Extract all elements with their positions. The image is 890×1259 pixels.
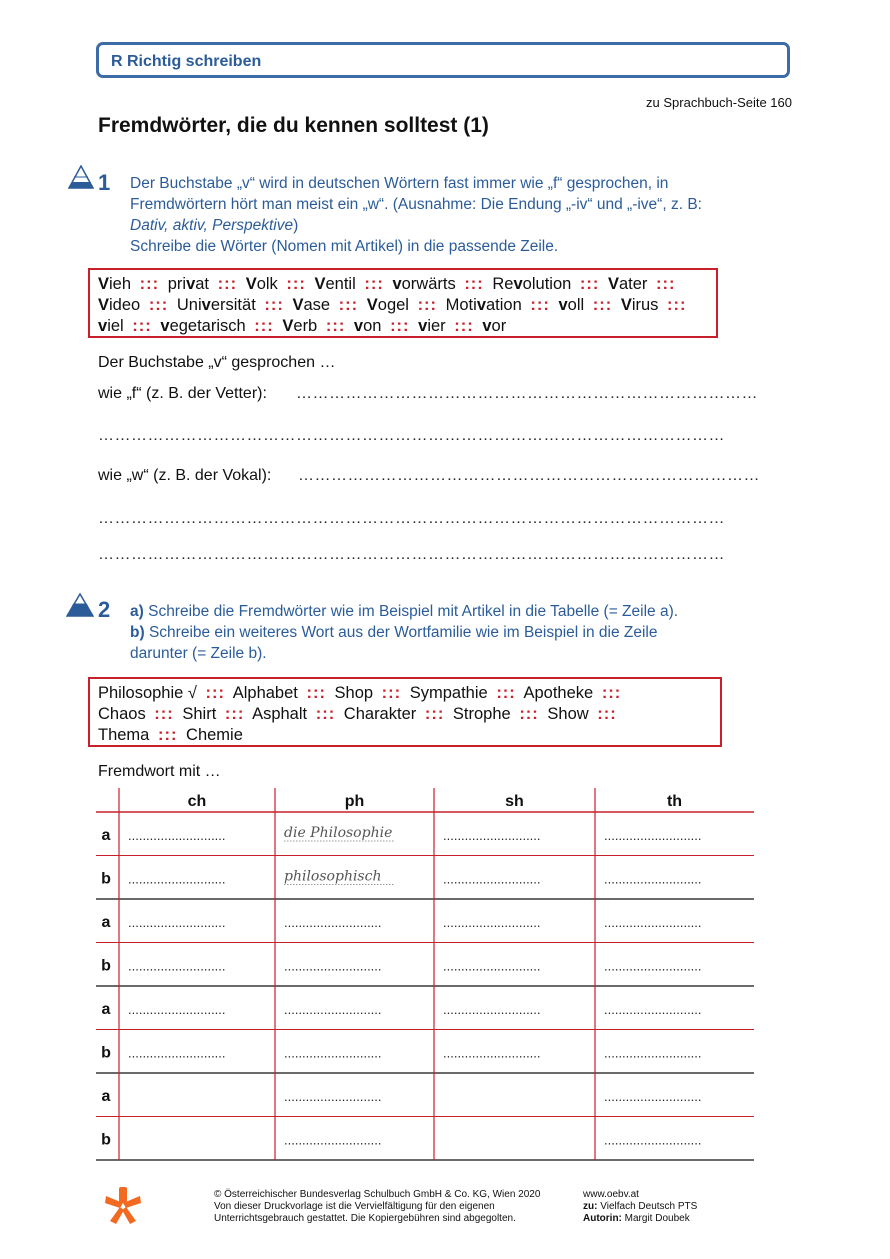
difficulty-level-1-icon bbox=[68, 165, 94, 189]
copyright-notice bbox=[214, 1189, 540, 1225]
answer-field[interactable]: ........................... bbox=[284, 1002, 382, 1017]
word-item: Vogel bbox=[366, 296, 409, 314]
word-item: Apotheke bbox=[523, 684, 594, 702]
word-item: voll bbox=[558, 296, 585, 314]
word-separator: ::: bbox=[424, 705, 445, 723]
answer-field[interactable]: ........................... bbox=[443, 828, 541, 843]
word-item: viel bbox=[98, 317, 124, 335]
word-separator: ::: bbox=[286, 275, 306, 293]
word-item: Alphabet bbox=[232, 684, 298, 702]
word-item: vor bbox=[482, 317, 507, 335]
author-label: Autorin: bbox=[583, 1213, 622, 1224]
word-separator: ::: bbox=[454, 317, 474, 335]
section-header bbox=[96, 42, 790, 78]
task-2-a-text: Schreibe die Fremdwörter wie im Beispiel mit Artikel in die Tabelle (= Zeile a). bbox=[143, 603, 679, 620]
task-2-b-text: Schreibe ein weiteres Wort aus der Wortfamilie wie im Beispiel in die Zeile bbox=[144, 624, 658, 641]
word-separator: ::: bbox=[592, 296, 613, 314]
f-answer-line-2[interactable]: …………………………………………………………………………………………………… bbox=[98, 427, 725, 444]
word-item: privat bbox=[167, 275, 210, 293]
word-separator: ::: bbox=[519, 705, 539, 723]
word-table bbox=[96, 788, 756, 1164]
column-header-ch: ch bbox=[187, 793, 207, 810]
difficulty-level-2-icon bbox=[66, 593, 94, 617]
word-item: vier bbox=[418, 317, 446, 335]
word-item: Chaos bbox=[98, 705, 146, 723]
word-item: Vase bbox=[292, 296, 331, 314]
f-answer-line-1[interactable]: ………………………………………………………………………… bbox=[296, 385, 758, 402]
author bbox=[583, 1213, 697, 1225]
word-separator: ::: bbox=[148, 296, 169, 314]
word-separator: ::: bbox=[264, 296, 284, 314]
answer-field[interactable]: ........................... bbox=[604, 958, 702, 974]
column-header-ph: ph bbox=[344, 793, 365, 810]
word-separator: ::: bbox=[325, 317, 346, 335]
word-item: vegetarisch bbox=[160, 317, 246, 335]
row-label: a bbox=[101, 1088, 111, 1105]
word-separator: ::: bbox=[667, 296, 687, 314]
word-item: vorwärts bbox=[392, 275, 456, 293]
word-item: Shirt bbox=[182, 705, 217, 723]
publisher-website: www.oebv.at bbox=[583, 1189, 639, 1200]
answer-field[interactable]: ........................... bbox=[604, 828, 702, 843]
task-1-line-1: Der Buchstabe „v“ wird in deutschen Wörtern fast immer wie „f“ gesprochen, in bbox=[130, 175, 669, 192]
word-separator: ::: bbox=[656, 275, 676, 293]
word-item: Chemie bbox=[186, 726, 243, 744]
answer-field[interactable]: ........................... bbox=[284, 915, 382, 930]
word-separator: ::: bbox=[224, 705, 245, 723]
answer-field[interactable]: ........................... bbox=[604, 1089, 702, 1104]
answer-field[interactable]: ........................... bbox=[443, 1002, 541, 1017]
publisher-info bbox=[583, 1189, 697, 1225]
book-reference bbox=[583, 1201, 697, 1213]
task-number-1: 1 bbox=[98, 170, 111, 195]
word-item: Charakter bbox=[343, 705, 417, 723]
answer-field[interactable]: ........................... bbox=[284, 1132, 382, 1148]
copyright-line-1: © Österreichischer Bundesverlag Schulbuch GmbH & Co. KG, Wien 2020 bbox=[214, 1189, 541, 1200]
word-separator: ::: bbox=[217, 275, 238, 293]
answer-field[interactable]: ........................... bbox=[604, 915, 702, 930]
word-item: Philosophie √ bbox=[98, 684, 197, 702]
answer-field[interactable]: ........................... bbox=[128, 1045, 226, 1061]
task-2-line-b bbox=[130, 622, 810, 643]
word-separator: ::: bbox=[597, 705, 617, 723]
word-item: Vieh bbox=[98, 275, 132, 293]
word-separator: ::: bbox=[390, 317, 410, 335]
task-2-a-label: a) bbox=[130, 603, 144, 620]
section-header-label: R Richtig schreiben bbox=[111, 53, 262, 70]
word-item: Vater bbox=[607, 275, 648, 293]
task-number-2: 2 bbox=[98, 597, 111, 622]
row-label: b bbox=[101, 1044, 111, 1062]
word-separator: ::: bbox=[338, 296, 359, 314]
example-answer: die Philosophie bbox=[284, 825, 393, 841]
answer-field[interactable]: ........................... bbox=[128, 828, 226, 843]
task-2-instructions bbox=[130, 601, 810, 664]
task-1-instructions bbox=[130, 173, 810, 257]
task-2-word-list bbox=[98, 683, 712, 746]
word-separator: ::: bbox=[306, 684, 326, 702]
word-item: Video bbox=[98, 296, 141, 314]
publisher-logo-icon bbox=[104, 1186, 142, 1224]
word-separator: ::: bbox=[496, 684, 516, 702]
table-intro: Fremdwort mit … bbox=[98, 763, 221, 780]
word-item: Motivation bbox=[445, 296, 522, 314]
page-title: Fremdwörter, die du kennen solltest (1) bbox=[98, 114, 489, 137]
word-item: Virus bbox=[620, 296, 659, 314]
answer-field[interactable]: ........................... bbox=[128, 958, 226, 974]
word-item: Revolution bbox=[492, 275, 572, 293]
answer-field[interactable]: ........................... bbox=[604, 1045, 702, 1061]
answer-field[interactable]: ........................... bbox=[128, 1002, 226, 1017]
w-answer-line-1[interactable]: ………………………………………………………………………… bbox=[298, 467, 760, 484]
answer-field[interactable]: ........................... bbox=[284, 958, 382, 974]
answer-field[interactable]: ........................... bbox=[128, 915, 226, 930]
answer-field[interactable]: ........................... bbox=[284, 1045, 382, 1061]
word-item: Sympathie bbox=[409, 684, 488, 702]
copyright-line-2: Von dieser Druckvorlage ist die Vervielfältigung für den eigenen bbox=[214, 1201, 495, 1212]
copyright-line-3: Unterrichtsgebrauch gestattet. Die Kopiergebühren sind abgegolten. bbox=[214, 1213, 516, 1224]
answer-field[interactable]: ........................... bbox=[604, 1002, 702, 1017]
row-label: b bbox=[101, 870, 111, 888]
word-item: Universität bbox=[176, 296, 256, 314]
task-1-word-box bbox=[88, 268, 718, 338]
word-separator: ::: bbox=[417, 296, 438, 314]
example-answer: philosophisch bbox=[284, 868, 382, 885]
word-item: Show bbox=[547, 705, 589, 723]
task-2-b-label: b) bbox=[130, 624, 145, 641]
row-label: a bbox=[101, 914, 111, 931]
word-separator: ::: bbox=[579, 275, 600, 293]
column-header-th: th bbox=[666, 793, 683, 810]
task-2-word-box bbox=[88, 677, 722, 747]
word-separator: ::: bbox=[205, 684, 226, 702]
word-item: Shop bbox=[334, 684, 374, 702]
row-label: b bbox=[101, 1131, 111, 1149]
task-2-line-a bbox=[130, 601, 810, 622]
book-reference-value: Vielfach Deutsch PTS bbox=[597, 1201, 698, 1212]
page-reference: zu Sprachbuch-Seite 160 bbox=[646, 95, 792, 110]
answer-field[interactable]: ........................... bbox=[128, 871, 226, 887]
answer-field[interactable]: ........................... bbox=[443, 915, 541, 930]
word-item: Ventil bbox=[314, 275, 356, 293]
word-item: Verb bbox=[282, 317, 318, 335]
task-1-examples: Dativ, aktiv, Perspektive bbox=[130, 217, 294, 234]
answer-field[interactable]: ........................... bbox=[604, 1132, 702, 1148]
word-separator: ::: bbox=[381, 684, 402, 702]
w-answer-line-2[interactable]: …………………………………………………………………………………………………… bbox=[98, 510, 725, 527]
answer-field[interactable]: ........................... bbox=[284, 1089, 382, 1104]
answer-field[interactable]: ........................... bbox=[443, 1045, 541, 1061]
book-reference-label: zu: bbox=[583, 1201, 598, 1212]
task-1-intro: Der Buchstabe „v“ gesprochen … bbox=[98, 354, 336, 371]
task-2-line-b2: darunter (= Zeile b). bbox=[130, 645, 267, 662]
word-item: Asphalt bbox=[252, 705, 308, 723]
answer-field[interactable]: ........................... bbox=[604, 871, 702, 887]
w-answer-line-3[interactable]: …………………………………………………………………………………………………… bbox=[98, 546, 725, 563]
word-separator: ::: bbox=[254, 317, 274, 335]
answer-field[interactable]: ........................... bbox=[443, 958, 541, 974]
task-1-line-3 bbox=[130, 215, 810, 236]
word-separator: ::: bbox=[139, 275, 160, 293]
word-separator: ::: bbox=[157, 726, 178, 744]
row-label: a bbox=[101, 1001, 111, 1018]
word-item: Strophe bbox=[452, 705, 511, 723]
column-header-sh: sh bbox=[505, 793, 524, 810]
task-1-line-4: Schreibe die Wörter (Nomen mit Artikel) in die passende Zeile. bbox=[130, 238, 559, 255]
word-item: von bbox=[353, 317, 382, 335]
word-item: Volk bbox=[245, 275, 278, 293]
word-separator: ::: bbox=[601, 684, 622, 702]
word-item: Thema bbox=[98, 726, 150, 744]
word-separator: ::: bbox=[530, 296, 550, 314]
row-label: a bbox=[101, 827, 111, 844]
word-separator: ::: bbox=[154, 705, 174, 723]
answer-field[interactable]: ........................... bbox=[443, 871, 541, 887]
f-sound-label: wie „f“ (z. B. der Vetter): bbox=[98, 385, 267, 402]
word-separator: ::: bbox=[132, 317, 152, 335]
w-sound-label: wie „w“ (z. B. der Vokal): bbox=[98, 467, 272, 484]
word-separator: ::: bbox=[315, 705, 336, 723]
task-1-line-2: Fremdwörtern hört man meist ein „w“. (Ausnahme: Die Endung „-iv“ und „-ive“, z. B: bbox=[130, 196, 702, 213]
author-value: Margit Doubek bbox=[621, 1213, 690, 1224]
task-1-word-list bbox=[98, 274, 708, 337]
row-label: b bbox=[101, 957, 111, 975]
word-separator: ::: bbox=[364, 275, 384, 293]
word-separator: ::: bbox=[464, 275, 484, 293]
task-1-paren: ) bbox=[293, 217, 299, 234]
